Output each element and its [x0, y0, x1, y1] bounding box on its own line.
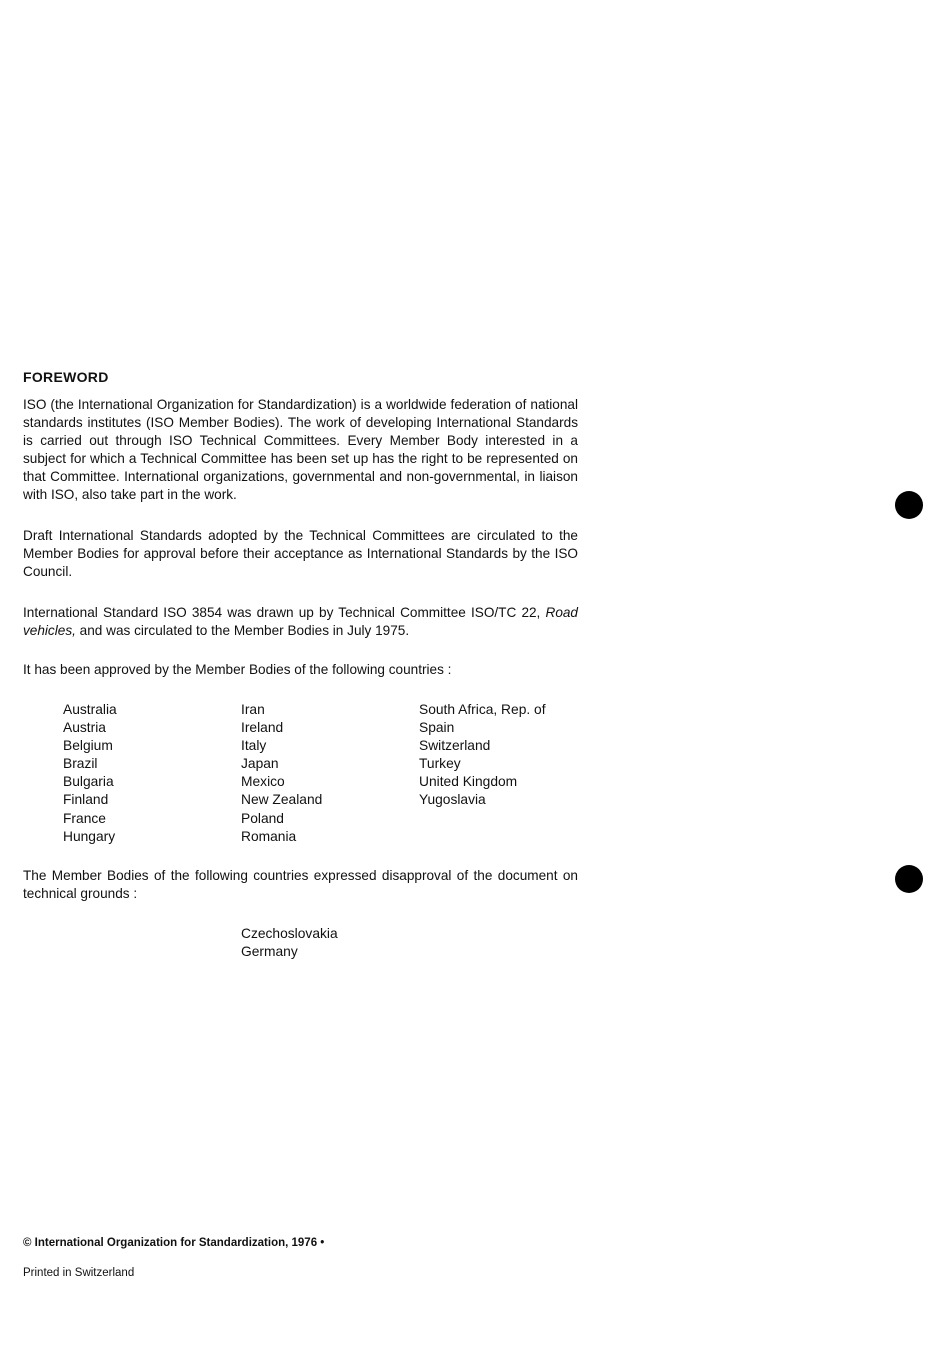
country-list-item: Italy	[241, 738, 267, 754]
country-list-item: Germany	[241, 944, 298, 960]
committee-title-italic: Road vehicles,	[23, 605, 578, 638]
country-list-item: Yugoslavia	[419, 792, 486, 808]
country-list-item: France	[63, 810, 106, 826]
country-list-item: Ireland	[241, 720, 284, 736]
foreword-paragraph-disapproval-intro: The Member Bodies of the following countries expressed disapproval of the document on technical grounds :	[23, 868, 578, 901]
country-list-item: Belgium	[63, 738, 113, 754]
country-list-item: Finland	[63, 792, 109, 808]
country-list-item: South Africa, Rep. of	[419, 702, 546, 717]
country-list-item: Mexico	[241, 774, 285, 790]
approved-countries-column-1	[63, 701, 117, 846]
country-list-item: Iran	[241, 702, 265, 717]
country-list-item: Brazil	[63, 756, 98, 772]
binding-hole-mark-icon	[895, 865, 923, 893]
printed-location: Printed in Switzerland	[23, 1267, 135, 1279]
country-list-item: Bulgaria	[63, 774, 114, 790]
approved-countries-column-2	[241, 701, 322, 846]
country-list-item: Turkey	[419, 756, 461, 772]
country-list-item: Hungary	[63, 828, 116, 844]
foreword-heading: FOREWORD	[23, 369, 109, 385]
country-list-item: New Zealand	[241, 792, 323, 808]
country-list-item: Romania	[241, 828, 297, 844]
country-list-item: Czechoslovakia	[241, 926, 338, 941]
drawn-up-text-end: and was circulated to the Member Bodies in July 1975.	[75, 623, 410, 638]
foreword-paragraph-iso-intro: ISO (the International Organization for Standardization) is a worldwide federation of national standards institutes (ISO Member Bodies). The work of developing International Standards is carried out through ISO Technical Committees. Every Member Body interested in a subject for which a Technical Committee has been set up has the right to be represented on that Committee. International organizations, governmental and non-governmental, in liaison with ISO, also take part in the work.	[23, 397, 578, 502]
approved-countries-column-3	[419, 701, 546, 810]
foreword-paragraph-approved-intro: It has been approved by the Member Bodies of the following countries :	[23, 662, 452, 677]
copyright-notice: © International Organization for Standardization, 1976 •	[23, 1237, 325, 1249]
country-list-item: Australia	[63, 702, 117, 717]
drawn-up-text-start: International Standard ISO 3854 was drawn up by Technical Committee ISO/TC 22,	[23, 605, 546, 620]
country-list-item: United Kingdom	[419, 774, 518, 790]
disapproved-countries-list	[241, 925, 338, 961]
foreword-paragraph-draft-standards: Draft International Standards adopted by the Technical Committees are circulated to the Member Bodies for approval before their acceptance as International Standards by the ISO Council.	[23, 528, 578, 579]
country-list-item: Austria	[63, 720, 106, 736]
foreword-paragraph-drawn-up	[23, 604, 578, 640]
country-list-item: Spain	[419, 720, 455, 736]
country-list-item: Poland	[241, 810, 284, 826]
country-list-item: Japan	[241, 756, 279, 772]
binding-hole-mark-icon	[895, 491, 923, 519]
country-list-item: Switzerland	[419, 738, 491, 754]
